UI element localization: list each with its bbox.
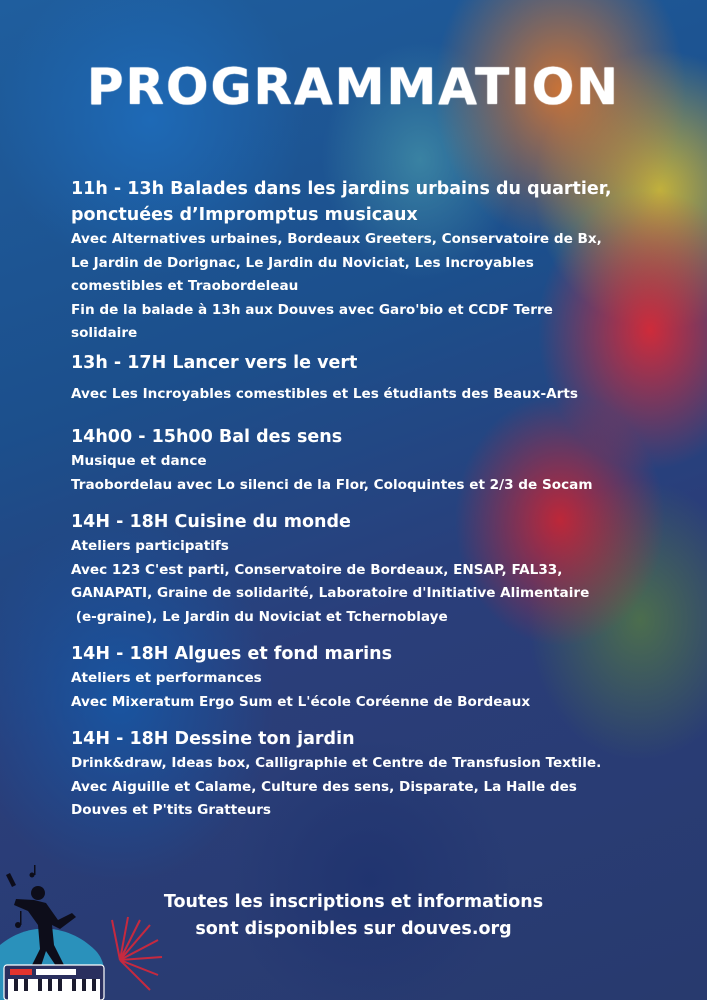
event-algues-et-fond-marins <box>71 641 661 714</box>
footer-line: sont disponibles sur douves.org <box>195 919 512 939</box>
event-heading: 14H - 18H Algues et fond marins <box>71 644 393 664</box>
event-heading: 14h00 - 15h00 Bal des sens <box>71 427 343 447</box>
event-detail: Fin de la balade à 13h aux Douves avec Garo'bio et CCDF Terre <box>71 301 553 318</box>
event-detail: Avec Aiguille et Calame, Culture des sens, Disparate, La Halle des <box>71 778 577 795</box>
event-heading: 14H - 18H Dessine ton jardin <box>71 729 355 749</box>
event-detail: Avec Les Incroyables comestibles et Les étudiants des Beaux-Arts <box>71 385 578 402</box>
event-heading: 13h - 17H Lancer vers le vert <box>71 352 358 373</box>
event-detail: solidaire <box>71 325 138 341</box>
event-detail: Musique et dance <box>71 453 207 469</box>
event-detail: (e-graine), Le Jardin du Noviciat et Tchernoblaye <box>71 608 448 625</box>
event-heading: 11h - 13h Balades dans les jardins urbains du quartier, <box>71 179 612 199</box>
event-detail: Le Jardin de Dorignac, Le Jardin du Noviciat, Les Incroyables <box>71 254 534 271</box>
keyboard-icon <box>4 965 104 1000</box>
event-balades <box>71 176 661 346</box>
event-dessine-ton-jardin <box>71 726 661 823</box>
event-bal-des-sens <box>71 424 661 497</box>
event-lancer-vers-le-vert <box>71 350 661 407</box>
dancer-keyboard-illustration <box>0 865 200 1000</box>
event-detail: Avec Mixeratum Ergo Sum et L'école Coréenne de Bordeaux <box>71 693 531 710</box>
event-cuisine-du-monde <box>71 509 661 629</box>
footer-line: Toutes les inscriptions et informations <box>163 892 544 912</box>
event-detail: comestibles et Traobordeleau <box>71 278 299 294</box>
event-detail: Drink&draw, Ideas box, Calligraphie et Centre de Transfusion Textile. <box>71 755 602 771</box>
event-heading: 14H - 18H Cuisine du monde <box>71 512 351 532</box>
event-detail: Ateliers et performances <box>71 670 262 686</box>
event-heading: ponctuées d’Impromptus musicaux <box>71 205 418 225</box>
event-detail: Douves et P'tits Gratteurs <box>71 802 271 818</box>
red-burst-icon <box>112 917 162 990</box>
event-detail: GANAPATI, Graine de solidarité, Laboratoire d'Initiative Alimentaire <box>71 585 590 601</box>
page-title: PROGRAMMATION <box>86 58 621 116</box>
event-detail: Avec Alternatives urbaines, Bordeaux Greeters, Conservatoire de Bx, <box>71 231 602 247</box>
program-list <box>71 176 661 823</box>
event-detail: Ateliers participatifs <box>71 538 229 554</box>
event-detail: Avec 123 C'est parti, Conservatoire de Bordeaux, ENSAP, FAL33, <box>71 561 563 578</box>
event-detail: Traobordelau avec Lo silenci de la Flor, Coloquintes et 2/3 de Socam <box>71 476 593 493</box>
